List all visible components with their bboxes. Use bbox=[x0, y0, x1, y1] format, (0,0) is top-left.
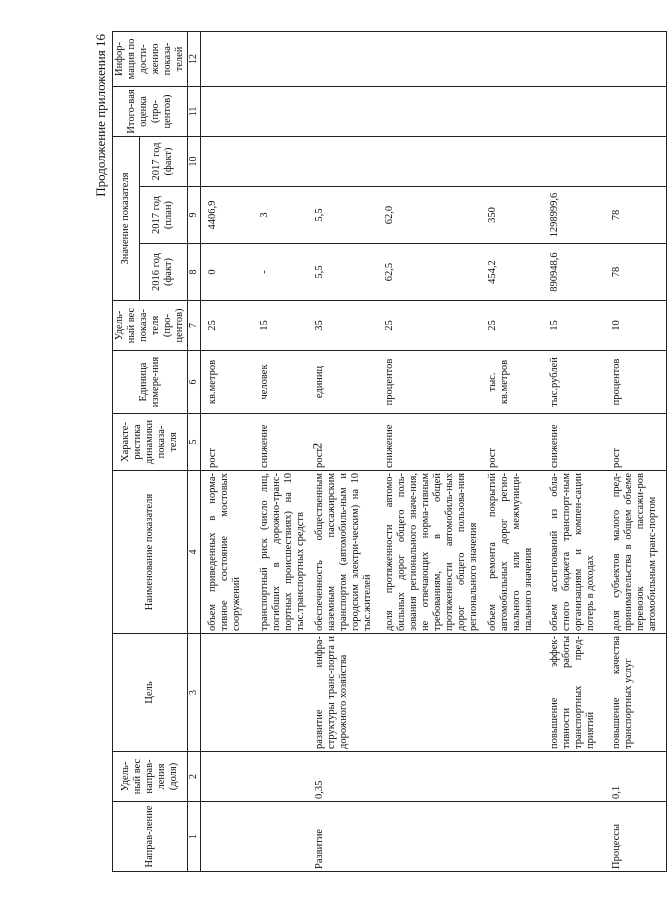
dynamics-cell: рост bbox=[605, 414, 667, 471]
value-2016-cell: 890948,6 bbox=[543, 244, 605, 301]
goal-cell bbox=[481, 634, 543, 752]
value-2017-fact-cell bbox=[378, 136, 481, 186]
total-score-cell bbox=[253, 86, 308, 136]
unit-cell: процентов bbox=[605, 351, 667, 414]
page-number: 2 bbox=[309, 442, 325, 450]
table-row bbox=[201, 31, 253, 871]
total-score-cell bbox=[201, 86, 253, 136]
direction-weight-cell bbox=[543, 752, 605, 802]
total-score-cell bbox=[481, 86, 543, 136]
value-2017-fact-cell bbox=[253, 136, 308, 186]
value-2017-fact-cell bbox=[201, 136, 253, 186]
goal-cell: повышение качества транспортных услуг bbox=[605, 634, 667, 752]
indicator-weight-cell: 25 bbox=[201, 301, 253, 351]
value-2017-plan-cell: 350 bbox=[481, 187, 543, 244]
table-row bbox=[378, 31, 481, 871]
indicator-weight-cell: 15 bbox=[253, 301, 308, 351]
header-unit: Единица измере-ния bbox=[113, 351, 188, 414]
indicator-cell: доля протяженности автомо-бильных дорог общего поль-зования регионального значе-ния, не отвечающих норма-тивным требованиям, в общей протяженности автомобиль-ных дорог общего пользова-ния регионального значения bbox=[378, 471, 481, 634]
dynamics-cell: рост bbox=[201, 414, 253, 471]
value-2017-fact-cell bbox=[481, 136, 543, 186]
header-value-group: Значение показателя bbox=[113, 136, 140, 300]
info-cell bbox=[201, 31, 253, 86]
column-number: 9 bbox=[188, 187, 201, 244]
header-indicator: Наименование показателя bbox=[113, 471, 188, 634]
value-2017-plan-cell: 5,5 bbox=[308, 187, 378, 244]
value-2017-fact-cell bbox=[605, 136, 667, 186]
goal-cell: повышение эффек-тивности работы транспортных пред-приятий bbox=[543, 634, 605, 752]
column-number: 8 bbox=[188, 244, 201, 301]
header-dynamics: Характе-ристика динамики показа-теля bbox=[113, 414, 188, 471]
column-number: 1 bbox=[188, 802, 201, 872]
table-row bbox=[253, 31, 308, 871]
direction-weight-cell bbox=[253, 752, 308, 802]
table-row bbox=[481, 31, 543, 871]
direction-cell bbox=[543, 802, 605, 872]
info-cell bbox=[378, 31, 481, 86]
indicator-weight-cell: 25 bbox=[481, 301, 543, 351]
column-number: 10 bbox=[188, 136, 201, 186]
indicator-cell: доля субъектов малого пред-принимательства в общем объеме перевозок пассажи-ров автомобильным транс-портом bbox=[605, 471, 667, 634]
header-total-score: Итого-вая оценка (про-центов) bbox=[113, 86, 188, 136]
dynamics-cell: рост bbox=[481, 414, 543, 471]
indicator-weight-cell: 35 bbox=[308, 301, 378, 351]
value-2017-plan-cell: 1298999,6 bbox=[543, 187, 605, 244]
indicator-cell: обеспеченность общественным наземным пассажирским транспортом (автомобиль-ным и городским электри-ческим) на 10 тыс.жителей bbox=[308, 471, 378, 634]
dynamics-cell: снижение bbox=[378, 414, 481, 471]
indicator-cell: объем ассигнований из обла-стного бюджета транспорт-ным организациям и компен-сации потерь в доходах bbox=[543, 471, 605, 634]
unit-cell: единиц bbox=[308, 351, 378, 414]
column-number: 12 bbox=[188, 31, 201, 86]
direction-weight-cell: 0,1 bbox=[605, 752, 667, 802]
total-score-cell bbox=[605, 86, 667, 136]
column-number: 6 bbox=[188, 351, 201, 414]
header-direction: Направ-ление bbox=[113, 802, 188, 872]
unit-cell: тыс.рублей bbox=[543, 351, 605, 414]
column-number: 11 bbox=[188, 86, 201, 136]
goal-cell bbox=[253, 634, 308, 752]
info-cell bbox=[308, 31, 378, 86]
direction-cell: Развитие bbox=[308, 802, 378, 872]
header-goal: Цель bbox=[113, 634, 188, 752]
total-score-cell bbox=[378, 86, 481, 136]
rotated-page bbox=[90, 32, 658, 872]
table-row bbox=[543, 31, 605, 871]
direction-cell bbox=[378, 802, 481, 872]
direction-cell bbox=[481, 802, 543, 872]
direction-weight-cell: 0,35 bbox=[308, 752, 378, 802]
header-indicator-weight: Удель-ный вес показа-теля (про-центов) bbox=[113, 301, 188, 351]
indicator-weight-cell: 15 bbox=[543, 301, 605, 351]
goal-cell: развитие инфра-структуры транс-порта и дорожного хозяйства bbox=[308, 634, 378, 752]
total-score-cell bbox=[308, 86, 378, 136]
goal-cell bbox=[201, 634, 253, 752]
dynamics-cell: снижение bbox=[253, 414, 308, 471]
value-2017-fact-cell bbox=[308, 136, 378, 186]
value-2016-cell: 78 bbox=[605, 244, 667, 301]
value-2017-plan-cell: 62,0 bbox=[378, 187, 481, 244]
indicator-weight-cell: 10 bbox=[605, 301, 667, 351]
dynamics-cell: снижение bbox=[543, 414, 605, 471]
direction-weight-cell bbox=[201, 752, 253, 802]
table-row bbox=[605, 31, 667, 871]
column-number: 7 bbox=[188, 301, 201, 351]
info-cell bbox=[605, 31, 667, 86]
direction-cell bbox=[201, 802, 253, 872]
table-row bbox=[308, 31, 378, 871]
value-2017-plan-cell: 3 bbox=[253, 187, 308, 244]
dynamics-cell: рост bbox=[308, 414, 378, 471]
direction-weight-cell bbox=[378, 752, 481, 802]
indicator-weight-cell: 25 bbox=[378, 301, 481, 351]
info-cell bbox=[481, 31, 543, 86]
continuation-title: Продолжение приложения 16 bbox=[93, 34, 108, 197]
unit-cell: кв.метров bbox=[201, 351, 253, 414]
goal-cell bbox=[378, 634, 481, 752]
direction-cell: Процессы bbox=[605, 802, 667, 872]
header-info: Инфор-мация по дости-жению показа-телей bbox=[113, 31, 188, 86]
column-numbers-row bbox=[188, 31, 201, 871]
total-score-cell bbox=[543, 86, 605, 136]
value-2017-fact-cell bbox=[543, 136, 605, 186]
indicator-cell: объем приведенных в норма-тивное состояние мостовых сооружений bbox=[201, 471, 253, 634]
indicators-table bbox=[112, 31, 667, 872]
info-cell bbox=[253, 31, 308, 86]
unit-cell: процентов bbox=[378, 351, 481, 414]
info-cell bbox=[543, 31, 605, 86]
value-2017-plan-cell: 4406,9 bbox=[201, 187, 253, 244]
column-number: 4 bbox=[188, 471, 201, 634]
header-direction-weight: Удель-ный вес направ-ления (доля) bbox=[113, 752, 188, 802]
indicator-cell: объем ремонта покрытий автомобильных дорог регио-нального или межмуници-пального значения bbox=[481, 471, 543, 634]
column-number: 5 bbox=[188, 414, 201, 471]
header-2016-fact: 2016 год (факт) bbox=[139, 244, 187, 301]
header-2017-plan: 2017 год (план) bbox=[139, 187, 187, 244]
column-number: 2 bbox=[188, 752, 201, 802]
value-2016-cell: - bbox=[253, 244, 308, 301]
header-2017-fact: 2017 год (факт) bbox=[139, 136, 187, 186]
direction-weight-cell bbox=[481, 752, 543, 802]
direction-cell bbox=[253, 802, 308, 872]
indicator-cell: транспортный риск (число лиц, погибших в дорожно-транс-портных происшествиях) на 10 тыс.транспортных средств bbox=[253, 471, 308, 634]
value-2016-cell: 0 bbox=[201, 244, 253, 301]
value-2016-cell: 62,5 bbox=[378, 244, 481, 301]
unit-cell: человек bbox=[253, 351, 308, 414]
value-2017-plan-cell: 78 bbox=[605, 187, 667, 244]
unit-cell: тыс. кв.метров bbox=[481, 351, 543, 414]
value-2016-cell: 5,5 bbox=[308, 244, 378, 301]
column-number: 3 bbox=[188, 634, 201, 752]
value-2016-cell: 454,2 bbox=[481, 244, 543, 301]
